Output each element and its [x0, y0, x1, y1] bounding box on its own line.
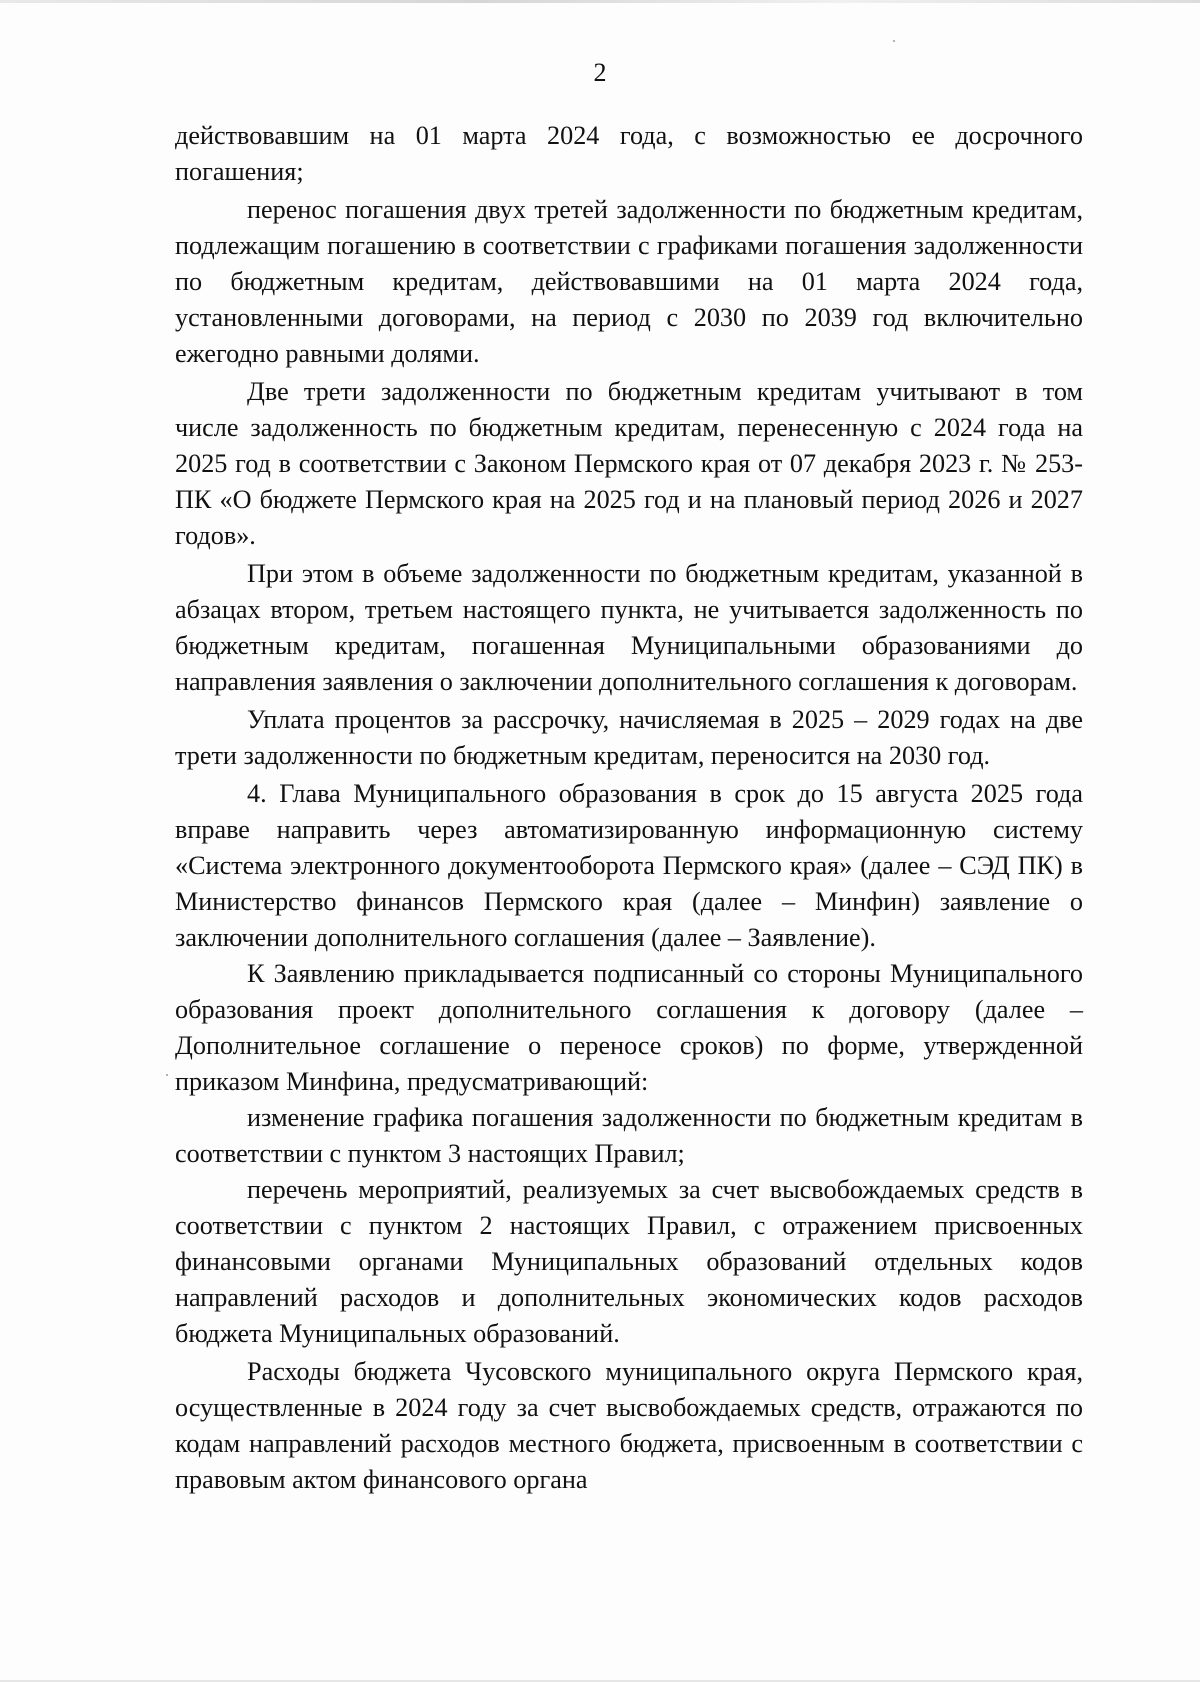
- scan-edge-top: [0, 0, 1200, 3]
- page-number: 2: [593, 58, 607, 87]
- paragraph: Уплата процентов за рассрочку, начисляемая в 2025 – 2029 годах на две трети задолженности по бюджетным кредитам, переносится на 2030 год.: [175, 705, 1083, 770]
- paragraph: Расходы бюджета Чусовского муниципального округа Пермского края, осуществленные в 2024 году за счет высвобождаемых средств, отражаются по кодам направлений расходов местного бюджета, присвоенным в соответствии с правовым актом финансового органа: [175, 1357, 1083, 1494]
- paragraph-continuation: действовавшим на 01 марта 2024 года, с возможностью ее досрочного погашения;: [175, 121, 1083, 186]
- scan-speck: [893, 40, 895, 42]
- paragraph: изменение графика погашения задолженности по бюджетным кредитам в соответствии с пунктом 3 настоящих Правил;: [175, 1103, 1083, 1168]
- paragraph: При этом в объеме задолженности по бюджетным кредитам, указанной в абзацах втором, третьем настоящего пункта, не учитывается задолженность по бюджетным кредитам, погашенная Муниципальными образованиями до направления заявления о заключении дополнительного соглашения к договорам.: [175, 559, 1083, 696]
- paragraph: Две трети задолженности по бюджетным кредитам учитывают в том числе задолженность по бюджетным кредитам, перенесенную с 2024 года на 2025 год в соответствии с Законом Пермского края от 07 декабря 2023 г. № 253-ПК «О бюджете Пермского края на 2025 год и на плановый период 2026 и 2027 годов».: [175, 377, 1083, 550]
- paragraph-clause-4: 4. Глава Муниципального образования в срок до 15 августа 2025 года вправе направить через автоматизированную информационную систему «Система электронного документооборота Пермского края» (далее – СЭД ПК) в Министерство финансов Пермского края (далее – Минфин) заявление о заключении дополнительного соглашения (далее – Заявление).: [175, 779, 1083, 952]
- paragraph: перечень мероприятий, реализуемых за счет высвобождаемых средств в соответствии с пунктом 2 настоящих Правил, с отражением присвоенных финансовыми органами Муниципальных образований отдельных кодов направлений расходов и дополнительных экономических кодов расходов бюджета Муниципальных образований.: [175, 1175, 1083, 1348]
- paragraph: перенос погашения двух третей задолженности по бюджетным кредитам, подлежащим погашению в соответствии с графиками погашения задолженности по бюджетным кредитам, действовавшими на 01 марта 2024 года, установленными договорами, на период с 2030 по 2039 год включительно ежегодно равными долями.: [175, 195, 1083, 368]
- scan-speck: [166, 1074, 168, 1076]
- paragraph: К Заявлению прикладывается подписанный со стороны Муниципального образования проект дополнительного соглашения к договору (далее – Дополнительное соглашение о переносе сроков) по форме, утвержденной приказом Минфина, предусматривающий:: [175, 959, 1083, 1096]
- document-body: [175, 118, 1083, 1498]
